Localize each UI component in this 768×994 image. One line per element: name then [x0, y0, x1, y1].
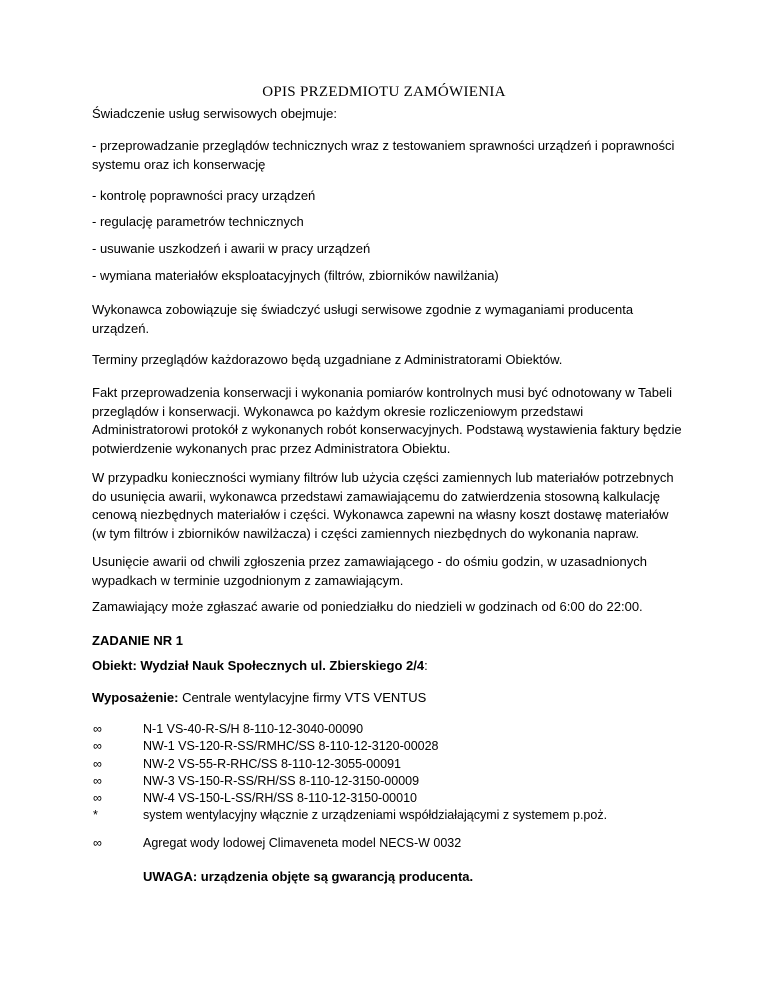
paragraph-repairs: - usuwanie uszkodzeń i awarii w pracy urządzeń	[92, 241, 371, 256]
paragraph-protocol: Fakt przeprowadzenia konserwacji i wykonania pomiarów kontrolnych musi być odnotowany w Tabeli przeglądów i konserwacji. Wykonawca po każdym okresie rozliczeniowym przedstawi Administratorowi protokół z wykonanych robót konserwacyjnych. Podstawą wystawienia faktury będzie potwierdzenie wykonanych prac przez Administratora Obiektu.	[92, 385, 682, 456]
paragraph-obligation: Wykonawca zobowiązuje się świadczyć usługi serwisowe zgodnie z wymaganiami producenta urządzeń.	[92, 302, 634, 336]
infinity-bullet-icon: ∞	[93, 773, 102, 788]
infinity-bullet-icon: ∞	[93, 739, 102, 754]
task-heading: ZADANIE NR 1	[92, 633, 184, 648]
asterisk-bullet-icon: *	[93, 808, 98, 823]
infinity-bullet-icon: ∞	[93, 791, 102, 806]
paragraph-control: - kontrolę poprawności pracy urządzeń	[92, 188, 316, 203]
list-item: * system wentylacyjny włącznie z urządzeniami współdziałającymi z systemem p.poż.	[92, 807, 692, 824]
infinity-bullet-icon: ∞	[93, 722, 102, 736]
list-item: ∞ NW-1 VS-120-R-SS/RMHC/SS 8-110-12-3120-00028	[92, 738, 692, 755]
paragraph-inspections: - przeprowadzanie przeglądów technicznych wraz z testowaniem sprawności urządzeń i poprawności systemu oraz ich konserwację	[92, 138, 675, 172]
page-title: OPIS PRZEDMIOTU ZAMÓWIENIA	[262, 84, 506, 100]
equipment-line	[92, 689, 682, 708]
list-item: ∞ NW-2 VS-55-R-RHC/SS 8-110-12-3055-00091	[92, 756, 692, 773]
paragraph-consumables: - wymiana materiałów eksploatacyjnych (filtrów, zbiorników nawilżania)	[92, 268, 499, 283]
object-suffix: :	[424, 658, 428, 673]
infinity-bullet-icon: ∞	[93, 836, 102, 850]
equipment-value: Centrale wentylacyjne firmy VTS VENTUS	[178, 690, 427, 705]
object-line	[92, 657, 682, 676]
list-item: ∞ NW-3 VS-150-R-SS/RH/SS 8-110-12-3150-00009	[92, 773, 692, 790]
paragraph-regulation: - regulację parametrów technicznych	[92, 214, 304, 229]
paragraph-hours: Zamawiający może zgłaszać awarie od poniedziałku do niedzieli w godzinach od 6:00 do 22:00.	[92, 599, 643, 614]
chiller-item: ∞ Agregat wody lodowej Climaveneta model NECS-W 0032	[92, 835, 692, 852]
paragraph-schedule: Terminy przeglądów każdorazowo będą uzgadniane z Administratorami Obiektów.	[92, 352, 563, 367]
infinity-bullet-icon: ∞	[93, 756, 102, 771]
equipment-list	[92, 721, 692, 825]
paragraph-intro: Świadczenie usług serwisowych obejmuje:	[92, 106, 337, 121]
list-item: ∞ N-1 VS-40-R-S/H 8-110-12-3040-00090	[92, 721, 692, 738]
object-label: Obiekt: Wydział Nauk Społecznych ul. Zbierskiego 2/4	[92, 658, 425, 673]
equipment-label: Wyposażenie:	[92, 690, 179, 705]
warranty-note: UWAGA: urządzenia objęte są gwarancją producenta.	[143, 869, 474, 884]
list-item: ∞ NW-4 VS-150-L-SS/RH/SS 8-110-12-3150-00010	[92, 790, 692, 807]
paragraph-response-time: Usunięcie awarii od chwili zgłoszenia przez zamawiającego - do ośmiu godzin, w uzasadnionych wypadkach w terminie uzgodnionym z zamawiającym.	[92, 554, 647, 588]
paragraph-parts: W przypadku konieczności wymiany filtrów lub użycia części zamiennych lub materiałów potrzebnych do usunięcia awarii, wykonawca przedstawi zamawiającemu do zatwierdzenia stosowną kalkulację cenową niezbędnych materiałów i części. Wykonawca zapewni na własny koszt dostawę materiałów (w tym filtrów i zbiorników nawilżacza) i części zamiennych niezbędnych do wykonania napraw.	[92, 470, 674, 541]
